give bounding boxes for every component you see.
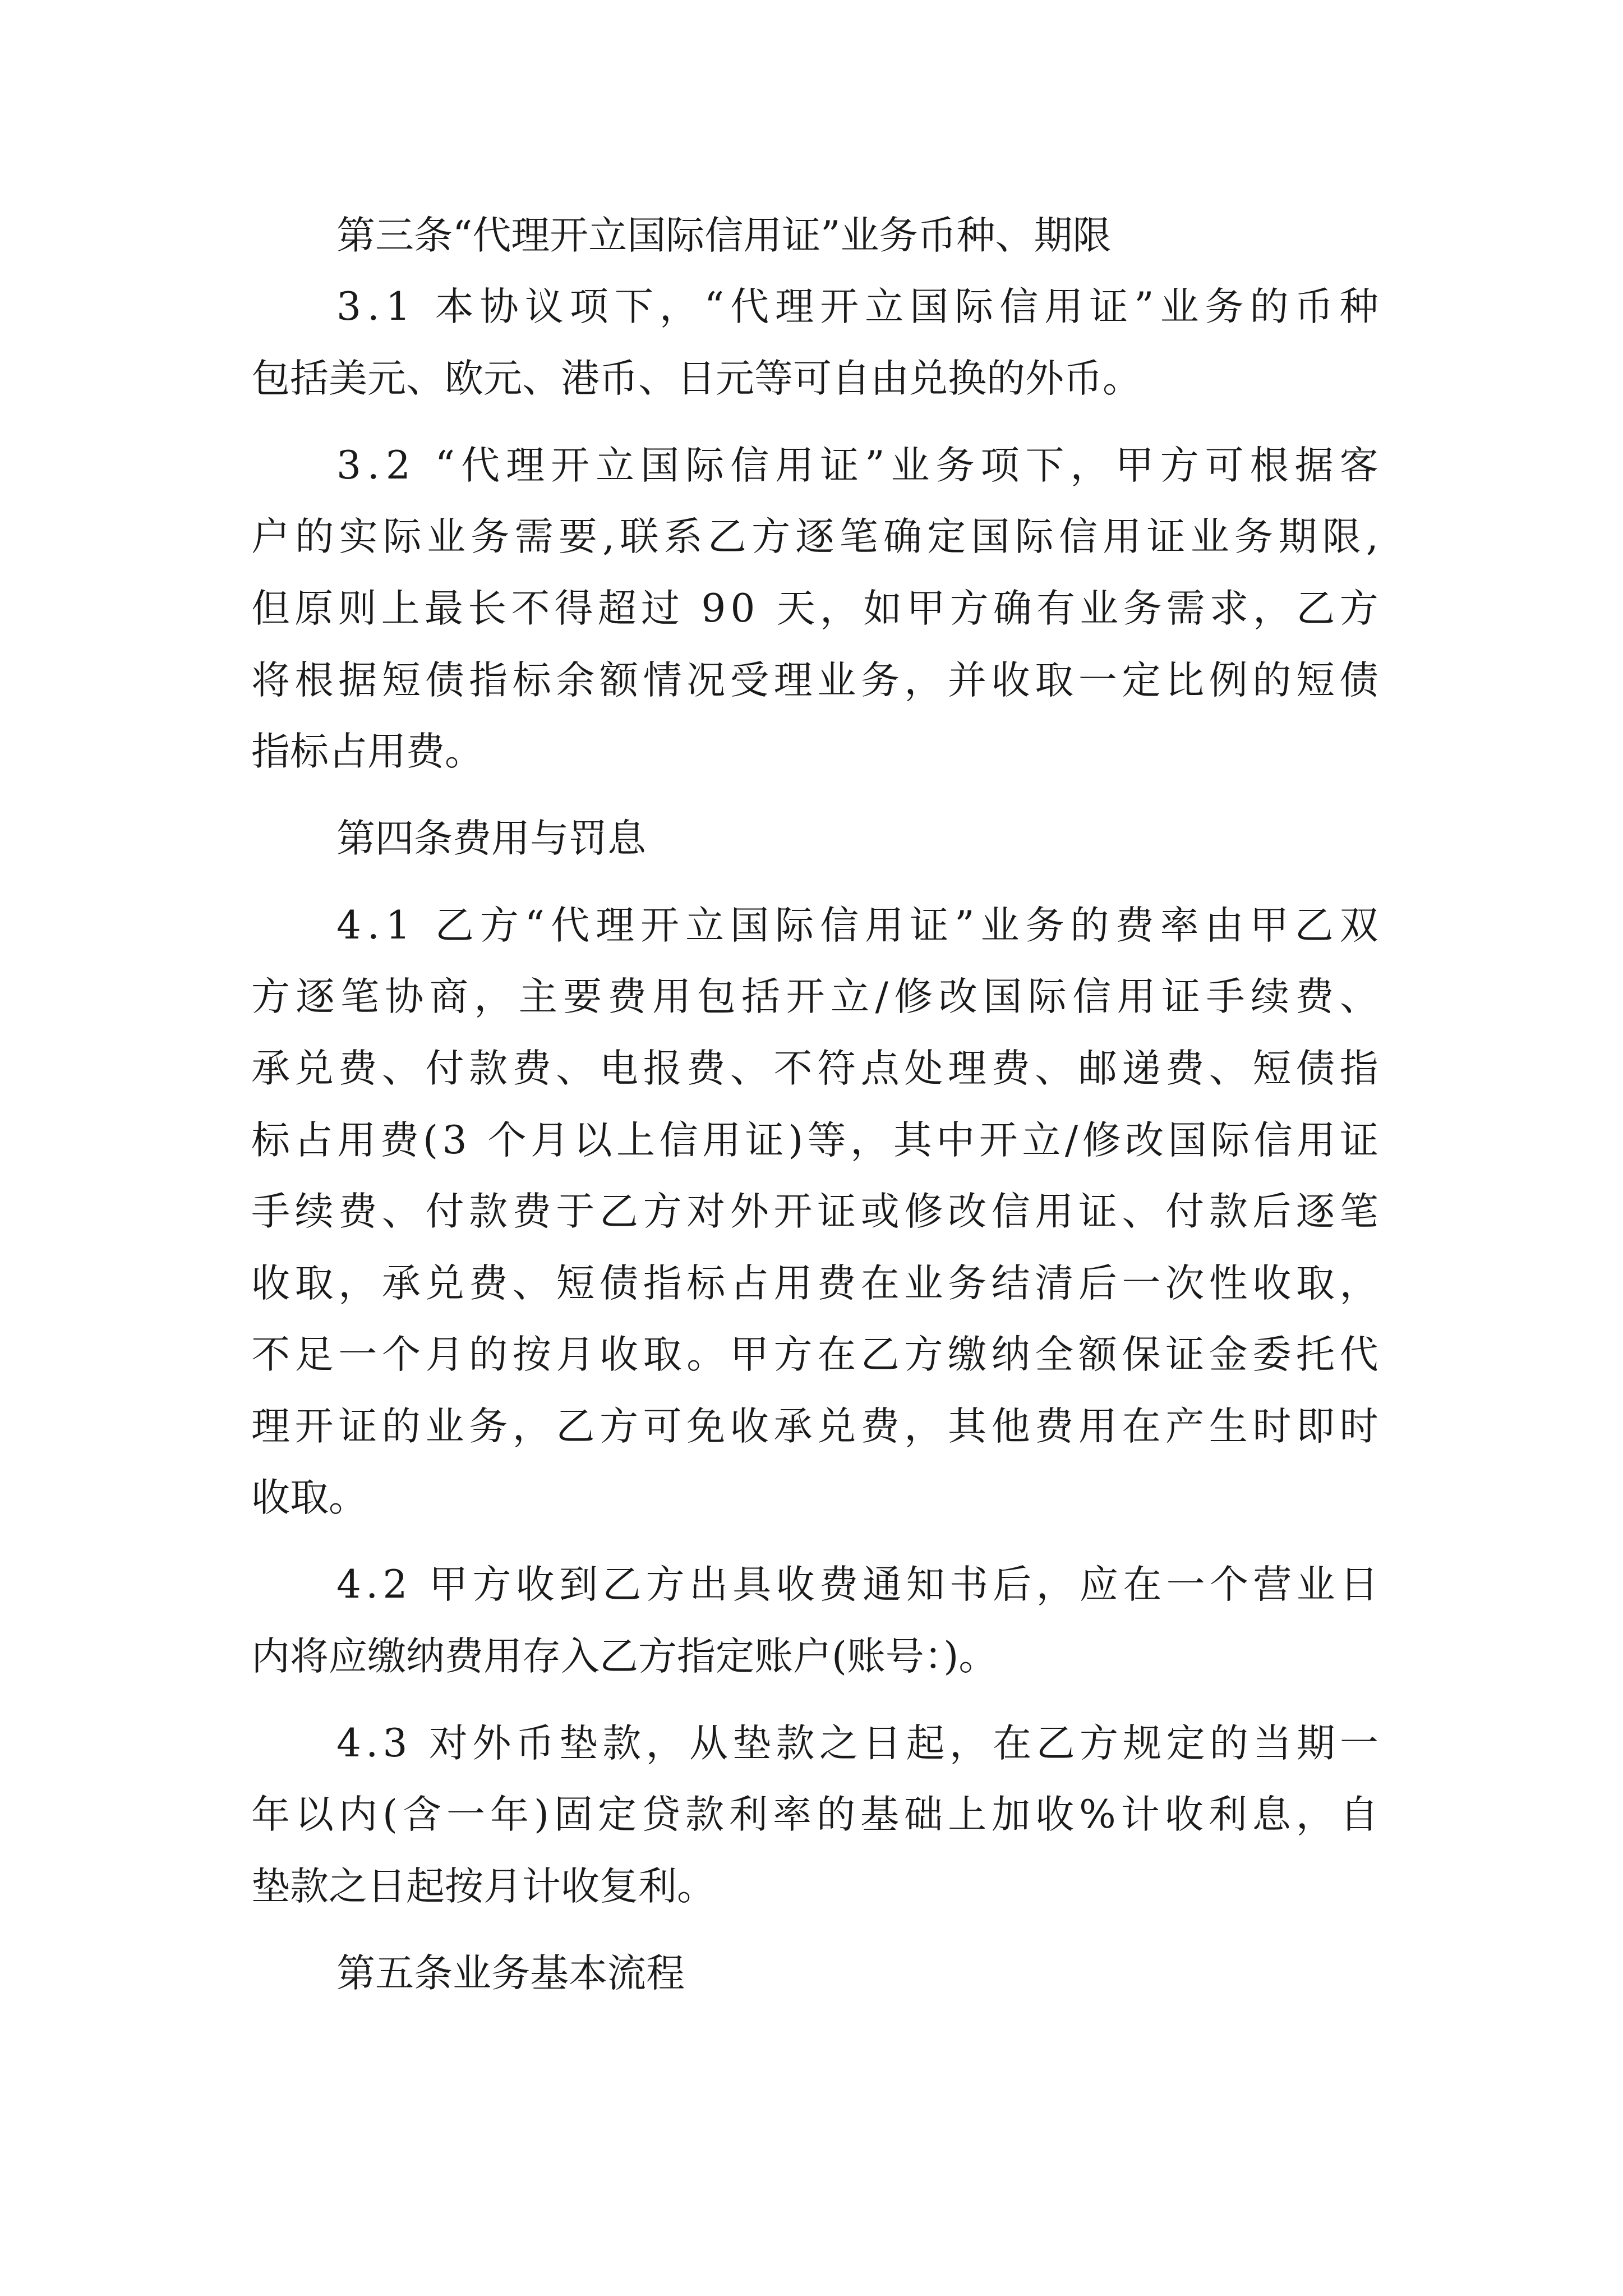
text-line: 垫款之日起按月计收复利。: [251, 1864, 716, 1909]
text-line: 4 . 1 乙 方 “ 代 理 开 立 国 际 信 用 证 ” 业 务 的 费 率 由 甲 乙 双: [336, 903, 1378, 948]
text-line: 收 取 ， 承 兑 费 、 短 债 指 标 占 用 费 在 业 务 结 清 后 一 次 性 收 取 ，: [251, 1261, 1378, 1306]
text-line: 内将应缴纳费用存入乙方指定账户(账号：)。: [251, 1634, 998, 1679]
text-line: 将 根 据 短 债 指 标 余 额 情 况 受 理 业 务 ， 并 收 取 一 定 比 例 的 短 债: [251, 658, 1378, 703]
text-line: 承 兑 费 、 付 款 费 、 电 报 费 、 不 符 点 处 理 费 、 邮 递 费 、 短 债 指: [251, 1046, 1378, 1091]
text-line: 年 以 内 ( 含 一 年 ) 固 定 贷 款 利 率 的 基 础 上 加 收 % 计 收 利 息 ， 自: [251, 1792, 1378, 1837]
text-line: 4 . 3 对 外 币 垫 款 ， 从 垫 款 之 日 起 ， 在 乙 方 规 定 的 当 期 一: [336, 1721, 1378, 1766]
text-line: 但 原 则 上 最 长 不 得 超 过 9 0 天 ， 如 甲 方 确 有 业 务 需 求 ， 乙 方: [251, 586, 1378, 631]
text-line: 理 开 证 的 业 务 ， 乙 方 可 免 收 承 兑 费 ， 其 他 费 用 在 产 生 时 即 时: [251, 1404, 1378, 1449]
text-line: 第四条费用与罚息: [336, 816, 646, 861]
text-line: 收取。: [251, 1475, 367, 1520]
text-line: 3 . 2 “ 代 理 开 立 国 际 信 用 证 ” 业 务 项 下 ， 甲 方 可 根 据 客: [336, 443, 1378, 488]
text-line: 手 续 费 、 付 款 费 于 乙 方 对 外 开 证 或 修 改 信 用 证 、 付 款 后 逐 笔: [251, 1189, 1378, 1234]
text-line: 标 占 用 费 ( 3 个 月 以 上 信 用 证 ) 等 ， 其 中 开 立 / 修 改 国 际 信 用 证: [251, 1118, 1378, 1163]
text-line: 指标占用费。: [251, 729, 483, 774]
text-line: 3 . 1 本 协 议 项 下 ， “ 代 理 开 立 国 际 信 用 证 ” 业 务 的 币 种: [336, 284, 1378, 329]
text-line: 方 逐 笔 协 商 ， 主 要 费 用 包 括 开 立 / 修 改 国 际 信 用 证 手 续 费 、: [251, 974, 1378, 1019]
text-line: 不 足 一 个 月 的 按 月 收 取 。 甲 方 在 乙 方 缴 纳 全 额 保 证 金 委 托 代: [251, 1332, 1378, 1377]
text-line: 户 的 实 际 业 务 需 要 , 联 系 乙 方 逐 笔 确 定 国 际 信 用 证 业 务 期 限 ,: [251, 514, 1378, 559]
text-line: 第三条“代理开立国际信用证”业务币种、期限: [336, 213, 1112, 258]
text-line: 包括美元、欧元、港币、日元等可自由兑换的外币。: [251, 356, 1141, 401]
text-line: 4 . 2 甲 方 收 到 乙 方 出 具 收 费 通 知 书 后 ， 应 在 一 个 营 业 日: [336, 1562, 1378, 1607]
text-line: 第五条业务基本流程: [336, 1951, 685, 1996]
